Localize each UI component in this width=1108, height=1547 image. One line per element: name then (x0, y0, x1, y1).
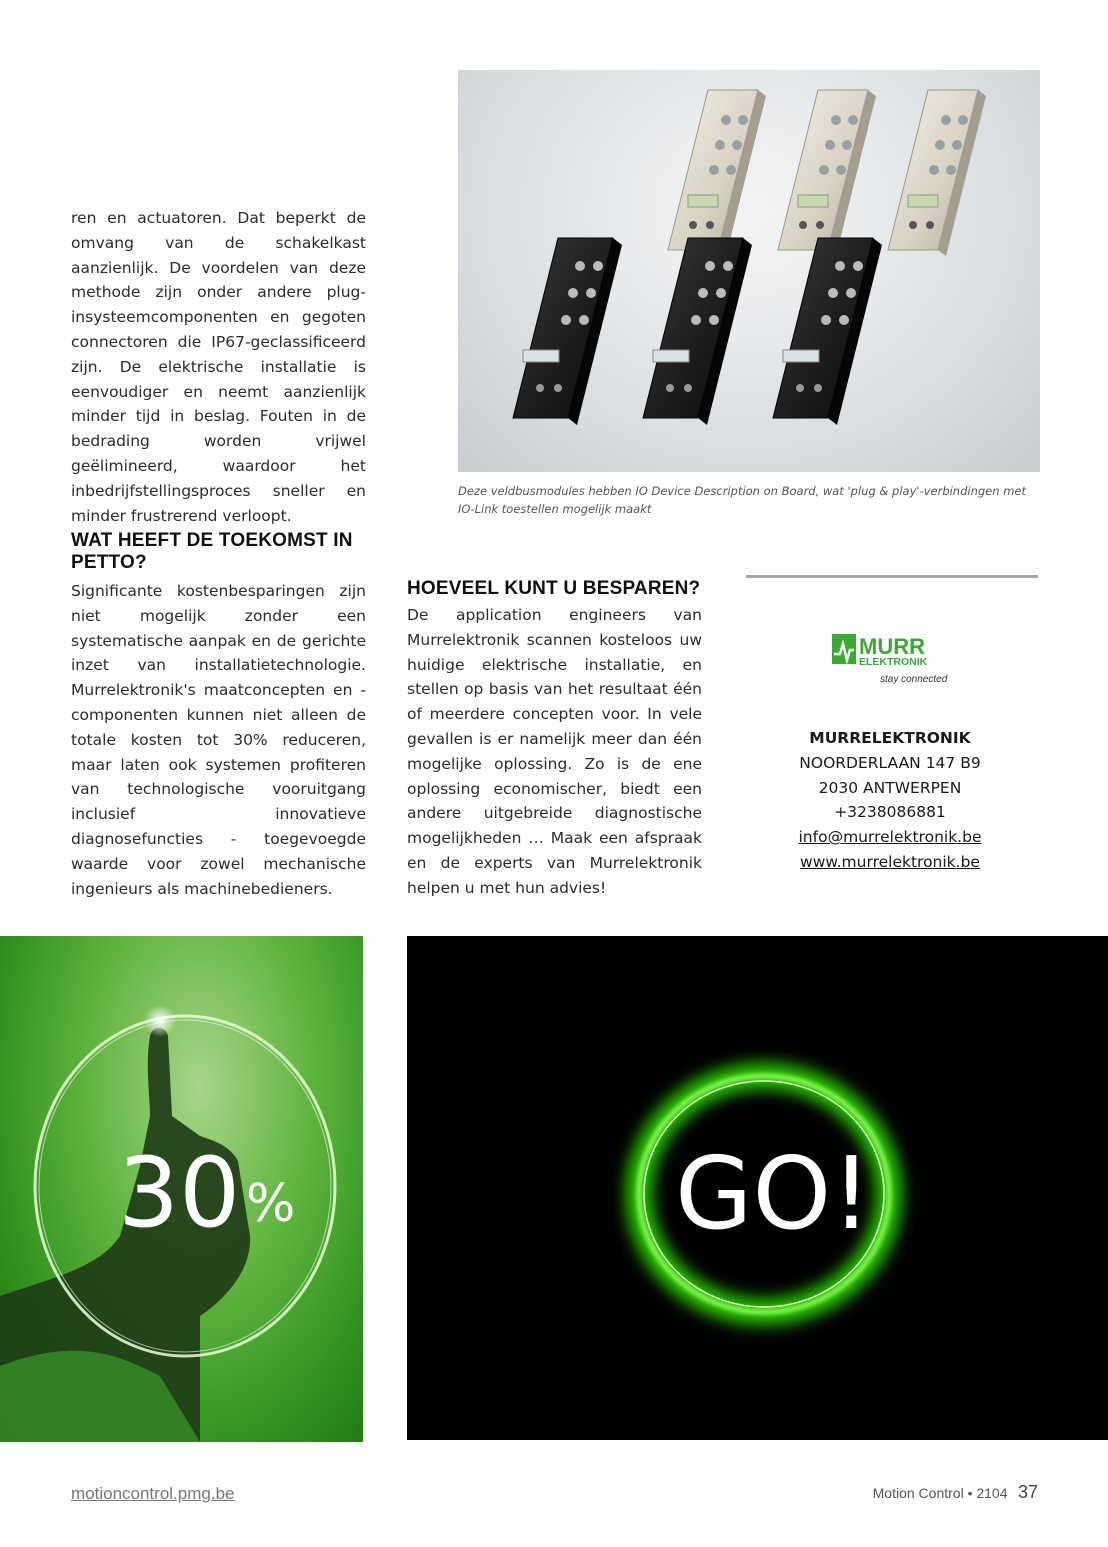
intro-paragraph: ren en actuatoren. Dat beperkt de omvang van de schakelkast aanzienlijk. De voordelen van deze methode zijn onder andere plug-insysteemcomponenten en gegoten connectoren die IP67-geclassificeerd zijn. De elektrische installatie is eenvoudiger en neemt aanzienlijk minder tijd in beslag. Fouten in de bedrading worden vrijwel geëlimineerd, waardoor het inbedrijfstellingsproces sneller en minder frustrerend verloopt. (71, 209, 366, 525)
fieldbus-modules-illustration (458, 70, 1040, 472)
percent-sign: % (246, 1174, 296, 1234)
murrelektronik-logo (832, 632, 952, 688)
street-address: NOORDERLAAN 147 B9 (799, 753, 981, 772)
go-text: GO! (675, 1135, 872, 1252)
logo-word-murr: MURR (859, 634, 925, 659)
phone-number: +3238086881 (834, 803, 946, 822)
sidebar-divider (746, 575, 1038, 578)
company-name: MURRELEKTRONIK (809, 729, 971, 747)
section-body-future: Significante kostenbesparingen zijn niet mogelijk zonder een systematische aanpak en de gerichte inzet van installatietechnologie. Murrelektronik's maatconcepten en -componenten kunnen niet alleen de totale kosten tot 30% reduceren, maar laten ook systemen profiteren van technologische vooruitgang inclusief innovatieve diagnosefuncties - toegevoegde waarde voor zowel mechanische ingenieurs als machinebedieners. (71, 582, 366, 898)
logo-word-elektronik: ELEKTRONIK (859, 656, 928, 668)
image-30-percent (0, 936, 363, 1442)
section-body-savings: De application engineers van Murrelektronik scannen kosteloos uw huidige elektrische installatie, en stellen op basis van het resultaat één of meerdere concepten voor. In vele gevallen is er namelijk meer dan één mogelijke oplossing. Zo is de ene oplossing economischer, biedt een andere uitgebreide diagnostische mogelijkheden … Maak een afspraak en de experts van Murrelektronik helpen u met hun advies! (407, 606, 702, 897)
footer-site[interactable]: motioncontrol.pmg.be (71, 1484, 235, 1503)
image-go (407, 936, 1108, 1440)
footer-publication: Motion Control • 2104 (872, 1485, 1008, 1501)
logo-tagline: stay connected (880, 674, 948, 685)
thirty-number: 30 (118, 1137, 241, 1249)
page-number: 37 (1017, 1482, 1038, 1502)
footer-publication-info (873, 1482, 1038, 1503)
section-heading-savings: HOEVEEL KUNT U BESPAREN? (407, 578, 701, 599)
contact-block (746, 726, 1034, 875)
website-link[interactable]: www.murrelektronik.be (800, 852, 980, 871)
email-link[interactable]: info@murrelektronik.be (798, 828, 982, 847)
section-heading-future: WAT HEEFT DE TOEKOMST IN PETTO? (71, 530, 353, 573)
city-address: 2030 ANTWERPEN (818, 778, 962, 797)
photo-caption: Deze veldbusmodules hebben IO Device Description on Board, wat 'plug & play'-verbindingen met IO-Link toestellen mogelijk maakt (458, 484, 1026, 516)
product-photo (458, 70, 1040, 472)
